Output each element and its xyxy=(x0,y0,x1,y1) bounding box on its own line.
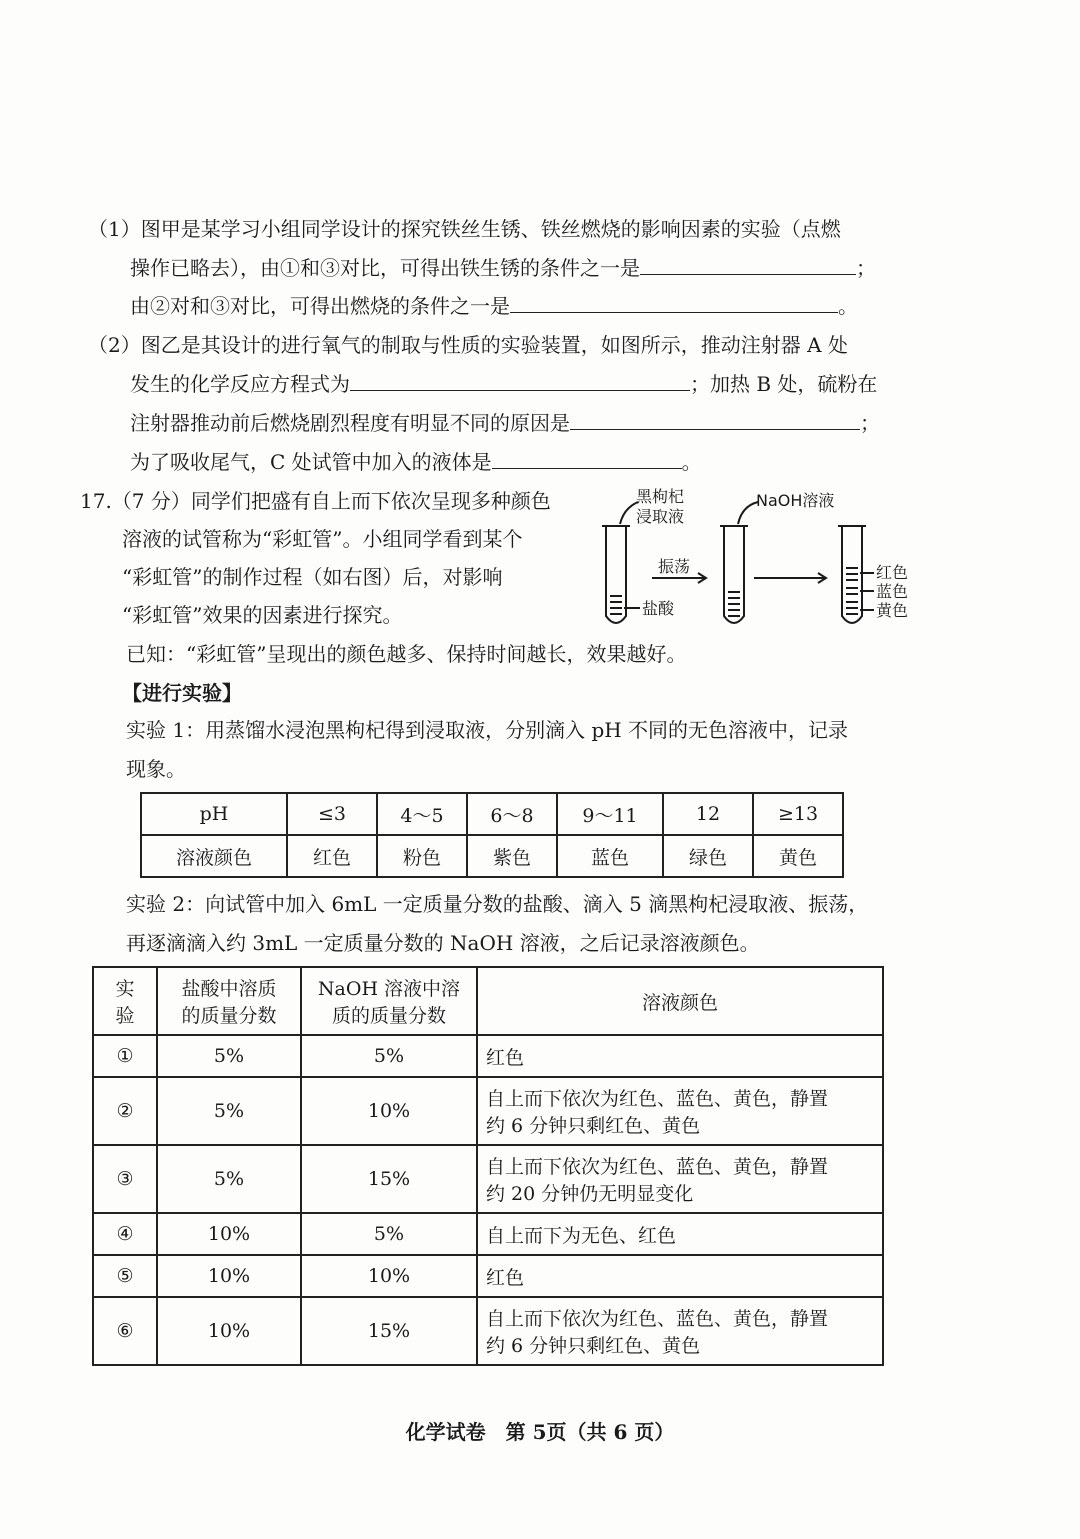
table-cell: 10% xyxy=(157,1213,301,1255)
table-cell: 4～5 xyxy=(377,793,467,835)
table-cell: ⑤ xyxy=(93,1255,157,1297)
table-row xyxy=(93,1255,883,1297)
q17-known: 已知：“彩虹管”呈现出的颜色越多、保持时间越长，效果越好。 xyxy=(126,642,687,666)
q2-line4-end: 。 xyxy=(681,450,702,474)
figure-label-yellow: 黄色 xyxy=(876,601,909,620)
answer-blank-2[interactable] xyxy=(510,292,838,313)
table-row xyxy=(141,793,843,835)
header-text: 质的质量分数 xyxy=(331,1005,446,1027)
q2-line1: （2）图乙是其设计的进行氧气的制取与性质的实验装置，如图所示，推动注射器 A 处 xyxy=(88,333,848,357)
table-cell xyxy=(477,1145,883,1213)
table-cell: 粉色 xyxy=(377,835,467,877)
figure-label-extract-1: 黑枸杞 xyxy=(636,487,685,506)
table-cell: 12 xyxy=(663,793,753,835)
cell-text: 自上而下依次为红色、蓝色、黄色，静置 xyxy=(486,1156,829,1178)
rainbow-tube-figure xyxy=(598,484,928,634)
table-cell: 自上而下为无色、红色 xyxy=(477,1213,883,1255)
table-cell: 5% xyxy=(157,1077,301,1145)
q17-line3: “彩虹管”的制作过程（如右图）后，对影响 xyxy=(122,565,503,589)
table-cell: 红色 xyxy=(477,1035,883,1077)
q2-line2-text: 发生的化学反应方程式为 xyxy=(130,372,350,396)
figure-label-naoh: NaOH溶液 xyxy=(756,491,835,510)
q17-line2: 溶液的试管称为“彩虹管”。小组同学看到某个 xyxy=(122,527,523,551)
q2-line3-end: ； xyxy=(860,411,880,435)
exp1-line1: 实验 1：用蒸馏水浸泡黑枸杞得到浸取液，分别滴入 pH 不同的无色溶液中，记录 xyxy=(126,718,849,742)
cell-text: 自上而下依次为红色、蓝色、黄色，静置 xyxy=(486,1308,829,1330)
table-cell: 溶液颜色 xyxy=(141,835,287,877)
table-row xyxy=(93,1035,883,1077)
table-cell xyxy=(477,1297,883,1365)
experiment-results-table xyxy=(92,966,884,1366)
figure-label-hcl: 盐酸 xyxy=(642,599,675,618)
table-cell: ② xyxy=(93,1077,157,1145)
q1-line3-text: 由②对和③对比，可得出燃烧的条件之一是 xyxy=(130,294,510,318)
table-row xyxy=(93,1213,883,1255)
table-cell: 5% xyxy=(301,1035,477,1077)
cell-text: 约 20 分钟仍无明显变化 xyxy=(486,1183,694,1205)
q2-line3 xyxy=(130,409,880,437)
section-heading: 【进行实验】 xyxy=(122,681,242,705)
page-footer: 化学试卷 第 5页（共 6 页） xyxy=(405,1420,675,1444)
q2-line4-text: 为了吸收尾气，C 处试管中加入的液体是 xyxy=(130,450,492,474)
answer-blank-3[interactable] xyxy=(350,370,690,391)
cell-text: 约 6 分钟只剩红色、黄色 xyxy=(486,1115,701,1137)
table-cell: 10% xyxy=(157,1297,301,1365)
table-cell: ≤3 xyxy=(287,793,377,835)
table-cell: 紫色 xyxy=(467,835,557,877)
q1-line1: （1）图甲是某学习小组同学设计的探究铁丝生锈、铁丝燃烧的影响因素的实验（点燃 xyxy=(88,217,841,241)
table-cell: 红色 xyxy=(477,1255,883,1297)
table-cell: ① xyxy=(93,1035,157,1077)
ph-color-table xyxy=(140,792,844,878)
table-cell: 15% xyxy=(301,1297,477,1365)
table-cell: ③ xyxy=(93,1145,157,1213)
table-cell: 10% xyxy=(301,1077,477,1145)
cell-text: 自上而下依次为红色、蓝色、黄色，静置 xyxy=(486,1088,829,1110)
table-row xyxy=(93,1077,883,1145)
table-cell: 黄色 xyxy=(753,835,843,877)
q2-line3-text: 注射器推动前后燃烧剧烈程度有明显不同的原因是 xyxy=(130,411,570,435)
table-row xyxy=(93,1145,883,1213)
table-header-row xyxy=(93,967,883,1035)
exp1-line2: 现象。 xyxy=(126,757,186,781)
table-row xyxy=(141,835,843,877)
header-cell-hcl xyxy=(157,967,301,1035)
table-cell: 6～8 xyxy=(467,793,557,835)
q2-line2-end: ；加热 B 处，硫粉在 xyxy=(690,372,878,396)
exp2-line2: 再逐滴滴入约 3mL 一定质量分数的 NaOH 溶液，之后记录溶液颜色。 xyxy=(126,931,760,955)
table-cell: 15% xyxy=(301,1145,477,1213)
header-text: 的质量分数 xyxy=(181,1005,277,1027)
table-cell: ≥13 xyxy=(753,793,843,835)
q17-line4: “彩虹管”效果的因素进行探究。 xyxy=(122,603,403,627)
table-cell: 红色 xyxy=(287,835,377,877)
header-cell-color: 溶液颜色 xyxy=(477,967,883,1035)
figure-label-red: 红色 xyxy=(876,563,909,582)
table-cell: 10% xyxy=(301,1255,477,1297)
table-cell: 蓝色 xyxy=(557,835,663,877)
pointer-naoh xyxy=(738,502,758,524)
table-cell: 5% xyxy=(157,1035,301,1077)
header-text: NaOH 溶液中溶 xyxy=(317,978,461,1000)
exp2-line1: 实验 2：向试管中加入 6mL 一定质量分数的盐酸、滴入 5 滴黑枸杞浸取液、振荡， xyxy=(126,892,869,916)
header-cell-experiment xyxy=(93,967,157,1035)
figure-label-shake: 振荡 xyxy=(658,557,691,576)
header-text: 实 xyxy=(115,978,135,1000)
q1-line2-text: 操作已略去），由①和③对比，可得出铁生锈的条件之一是 xyxy=(130,256,640,280)
cell-text: 约 6 分钟只剩红色、黄色 xyxy=(486,1335,701,1357)
answer-blank-1[interactable] xyxy=(640,254,856,275)
q1-line3 xyxy=(130,292,858,320)
figure-label-blue: 蓝色 xyxy=(876,582,909,601)
table-cell: pH xyxy=(141,793,287,835)
figure-label-extract-2: 浸取液 xyxy=(636,507,685,526)
answer-blank-4[interactable] xyxy=(570,409,860,430)
table-cell: 9～11 xyxy=(557,793,663,835)
table-cell: 5% xyxy=(157,1145,301,1213)
q2-line2 xyxy=(130,370,877,398)
table-cell: ④ xyxy=(93,1213,157,1255)
table-cell: 10% xyxy=(157,1255,301,1297)
q1-line2 xyxy=(130,254,876,282)
table-cell: 5% xyxy=(301,1213,477,1255)
q1-line3-end: 。 xyxy=(838,294,858,318)
answer-blank-5[interactable] xyxy=(492,448,682,469)
table-cell: 绿色 xyxy=(663,835,753,877)
q17-line1: 17.（7 分）同学们把盛有自上而下依次呈现多种颜色 xyxy=(80,489,551,513)
table-cell: ⑥ xyxy=(93,1297,157,1365)
q2-line4 xyxy=(130,448,702,476)
test-tube-2 xyxy=(724,526,744,623)
header-text: 盐酸中溶质 xyxy=(181,978,277,1000)
header-cell-naoh xyxy=(301,967,477,1035)
table-cell xyxy=(477,1077,883,1145)
q1-line2-end: ； xyxy=(856,256,876,280)
header-text: 验 xyxy=(115,1005,135,1027)
table-row xyxy=(93,1297,883,1365)
